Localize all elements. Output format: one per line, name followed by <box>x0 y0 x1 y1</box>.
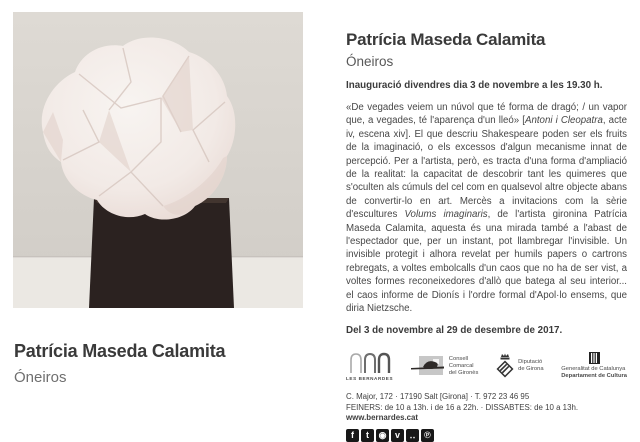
diputacio-shield-icon <box>496 353 514 379</box>
body-part-2: , acte iv, escena xiv]. El que descriu Shakespeare poden ser els fruits de la imaginació, o els excessos d'algun mecanisme innat de percepció. Per a l'artista, però, es tracta d'una forma d'ampliació de la realitat: la capacitat de descobrir tant les quimeres que s'oculten als cúmuls del cel com en qualsevol altre objecte abans de convertir-lo en art. Mercès a invitacions com la sèrie d'escultures <box>346 115 627 221</box>
generalitat-logo <box>561 352 627 380</box>
sponsor-logos-row <box>346 347 627 385</box>
instagram-icon[interactable]: ◉ <box>376 429 389 442</box>
consell-comarcal-text: Consell Comarcal del Gironès <box>448 355 479 376</box>
three-arches-icon <box>349 352 391 374</box>
series-title: Volums imaginaris <box>404 209 488 221</box>
artist-name-left: Patrícia Maseda Calamita <box>14 341 226 361</box>
twitter-icon[interactable]: t <box>361 429 374 442</box>
consell-comarcal-logo <box>411 354 479 378</box>
les-bernardes-logo <box>346 352 393 381</box>
facebook-icon[interactable]: f <box>346 429 359 442</box>
address-line: C. Major, 172 · 17190 Salt [Girona] · T. 972 23 46 95 <box>346 392 530 402</box>
diputacio-girona-text: Diputació de Girona <box>518 359 544 373</box>
artwork-photo <box>13 12 303 308</box>
opening-hours-line: FEINERS: de 10 a 13h. i de 16 a 22h. · DISSABTES: de 10 a 13h. <box>346 402 579 412</box>
exhibition-title-left: Óneiros <box>14 369 67 386</box>
pinterest-icon[interactable]: ℗ <box>421 429 434 442</box>
exhibition-dates-line: Del 3 de novembre al 29 de desembre de 2017. <box>346 325 563 337</box>
body-part-3: , de l'artista gironina Patrícia Maseda Calamita, aquesta és una mirada també a l'abast de l'espectador que, per un instant, pot llambregar l'invisible. Un invisible protegit i alhora revelat per humils papers o cartrons rebregats, a voltes embolcalls d'un caos que no ha de ser vist, a voltes formes reconeixedores d'allò que batega al seu interior... el caos informe de Dionís i l'ordre formal d'Apol·lo ensems, que diria Nietzsche. <box>346 209 627 315</box>
consell-comarcal-icon <box>411 354 445 378</box>
generalitat-bars-icon <box>589 352 600 364</box>
info-column <box>346 30 627 442</box>
exhibition-text <box>346 101 627 316</box>
website-link[interactable]: www.bernardes.cat <box>346 413 419 423</box>
sculpture-illustration <box>13 12 303 308</box>
artist-name: Patrícia Maseda Calamita <box>346 30 546 49</box>
generalitat-text: Generalitat de Catalunya Departament de Cultura <box>561 366 627 380</box>
diputacio-girona-logo <box>496 353 543 379</box>
exhibition-title: Óneiros <box>346 54 394 69</box>
les-bernardes-label: LES BERNARDES <box>346 375 394 381</box>
opening-date-line: Inauguració divendres dia 3 de novembre a les 19.30 h. <box>346 80 603 91</box>
left-caption <box>14 341 225 386</box>
body-part-1: «De vegades veiem un núvol que té forma de dragó; / un vapor que, a vegades, té l'aparença d'un lleó» [ <box>346 102 627 127</box>
cited-work: Antoni i Cleopatra <box>525 115 603 127</box>
flickr-icon[interactable]: ‥ <box>406 429 419 442</box>
social-icons-row <box>346 429 627 442</box>
contact-block <box>346 392 627 424</box>
vimeo-icon[interactable]: v <box>391 429 404 442</box>
